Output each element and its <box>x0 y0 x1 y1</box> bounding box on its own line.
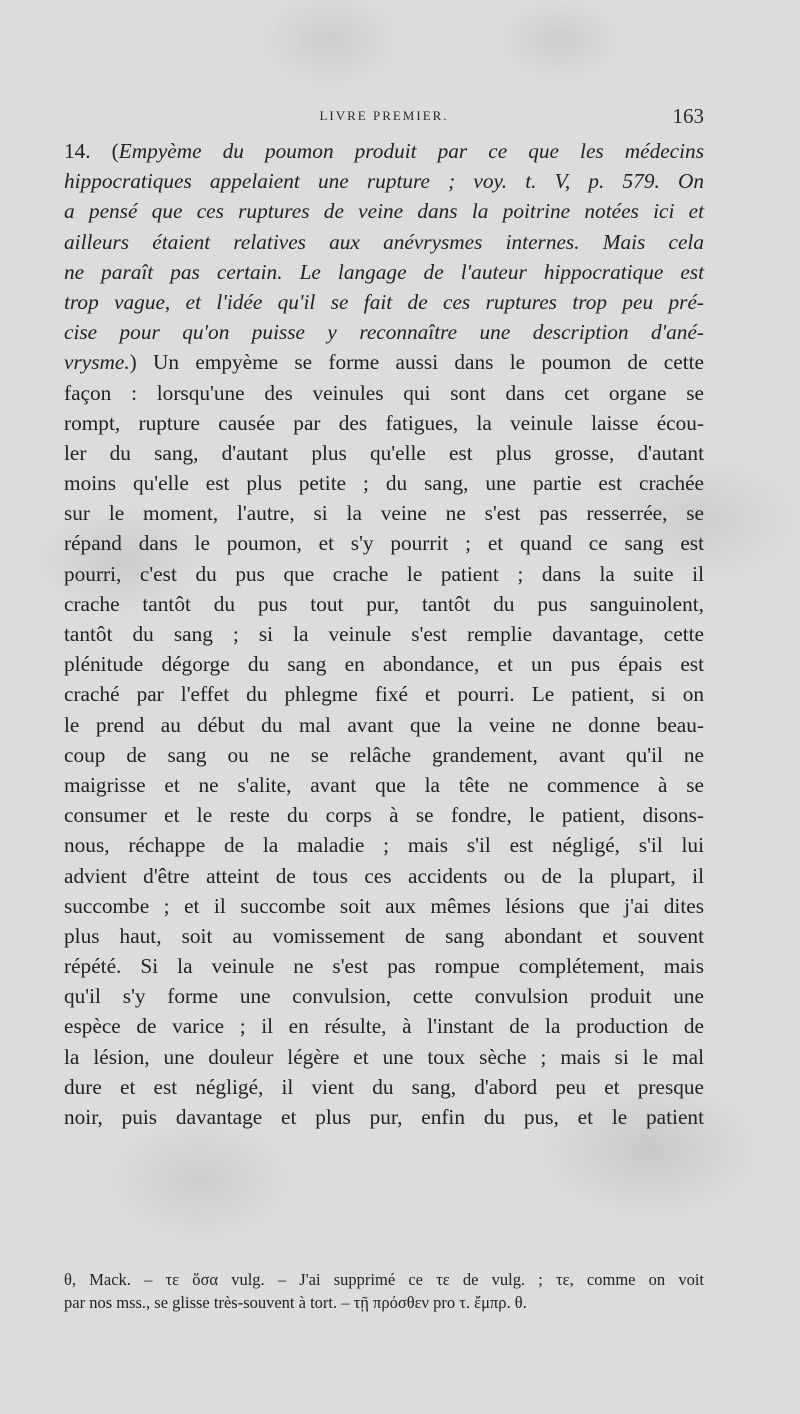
italic-segment: Empyème du poumon produit par ce que les médecins <box>118 139 704 163</box>
text-line <box>64 257 704 287</box>
text-segment: qu'il s'y forme une convulsion, cette convulsion produit une <box>64 984 704 1009</box>
text-line <box>64 1042 704 1072</box>
footnote-line: par nos mss., se glisse très-souvent à tort. – τῇ πρόσθεν pro τ. ἔμπρ. θ. <box>64 1293 527 1312</box>
text-line <box>64 347 704 377</box>
text-line <box>64 378 704 408</box>
text-line <box>64 287 704 317</box>
text-segment: rompt, rupture causée par des fatigues, la veinule laisse écou- <box>64 410 704 435</box>
text-line <box>64 1072 704 1102</box>
text-line <box>64 1102 704 1132</box>
text-line <box>64 951 704 981</box>
text-segment: plénitude dégorge du sang en abondance, et un pus épais est <box>64 652 704 677</box>
text-line <box>64 861 704 891</box>
text-line <box>64 619 704 649</box>
text-segment: la lésion, une douleur légère et une toux sèche ; mais si le mal <box>64 1044 704 1069</box>
text-segment: craché par l'effet du phlegme fixé et pourri. Le patient, si on <box>64 682 704 707</box>
text-segment: répand dans le poumon, et s'y pourrit ; et quand ce sang est <box>64 531 704 556</box>
italic-segment: hippocratiques appelaient une rupture ; voy. t. V, p. 579. On <box>64 169 704 194</box>
text-line <box>64 136 704 166</box>
text-line <box>64 196 704 226</box>
italic-segment: cise pour qu'on puisse y reconnaître une description d'ané- <box>64 320 704 345</box>
running-title: LIVRE PREMIER. <box>319 108 449 123</box>
text-line <box>64 770 704 800</box>
text-line <box>64 528 704 558</box>
text-line <box>64 830 704 860</box>
text-segment: sur le moment, l'autre, si la veine ne s'est pas resserrée, se <box>64 501 704 526</box>
text-line <box>64 740 704 770</box>
italic-segment: a pensé que ces ruptures de veine dans la poitrine notées ici et <box>64 199 704 224</box>
text-segment: crache tantôt du pus tout pur, tantôt du pus sanguinolent, <box>64 591 704 616</box>
text-line <box>64 438 704 468</box>
text-segment: succombe ; et il succombe soit aux mêmes lésions que j'ai dites <box>64 893 704 918</box>
text-segment: moins qu'elle est plus petite ; du sang, une partie est crachée <box>64 471 704 496</box>
text-line <box>64 559 704 589</box>
body-text <box>64 136 704 1132</box>
text-segment: dure et est négligé, il vient du sang, d'abord peu et presque <box>64 1074 704 1099</box>
text-segment: façon : lorsqu'une des veinules qui sont dans cet organe se <box>64 380 704 405</box>
text-segment: maigrisse et ne s'alite, avant que la tête ne commence à se <box>64 772 704 797</box>
text-line <box>64 921 704 951</box>
text-segment: espèce de varice ; il en résulte, à l'instant de la production de <box>64 1014 704 1039</box>
text-line <box>64 649 704 679</box>
text-line <box>64 498 704 528</box>
text-line <box>64 981 704 1011</box>
text-segment: ) Un empyème se forme aussi dans le poumon de cette <box>129 350 704 375</box>
text-segment: noir, puis davantage et plus pur, enfin du pus, et le patient <box>64 1105 704 1129</box>
text-line <box>64 800 704 830</box>
text-line <box>64 408 704 438</box>
text-segment: coup de sang ou ne se relâche grandement, avant qu'il ne <box>64 742 704 767</box>
text-segment: pourri, c'est du pus que crache le patient ; dans la suite il <box>64 561 704 586</box>
text-line <box>64 166 704 196</box>
text-segment: plus haut, soit au vomissement de sang abondant et souvent <box>64 923 704 948</box>
footnote-line: θ, Mack. – τε ὅσα vulg. – J'ai supprimé ce τε de vulg. ; τε, comme on voit <box>64 1270 704 1289</box>
italic-segment: ailleurs étaient relatives aux anévrysmes internes. Mais cela <box>64 229 704 254</box>
italic-segment: ne paraît pas certain. Le langage de l'auteur hippocratique est <box>64 259 704 284</box>
text-line <box>64 468 704 498</box>
italic-segment: trop vague, et l'idée qu'il se fait de ces ruptures trop peu pré- <box>64 289 704 314</box>
text-line <box>64 679 704 709</box>
text-line <box>64 1011 704 1041</box>
text-line <box>64 589 704 619</box>
text-segment: ler du sang, d'autant plus qu'elle est plus grosse, d'autant <box>64 440 704 465</box>
text-segment: 14. ( <box>64 139 119 163</box>
text-segment: consumer et le reste du corps à se fondre, le patient, disons- <box>64 803 704 828</box>
text-line <box>64 227 704 257</box>
italic-segment: vrysme. <box>64 350 130 375</box>
text-segment: nous, réchappe de la maladie ; mais s'il est négligé, s'il lui <box>64 833 704 858</box>
page-number: 163 <box>672 104 704 128</box>
text-segment: advient d'être atteint de tous ces accidents ou de la plupart, il <box>64 863 704 888</box>
text-line <box>64 710 704 740</box>
text-segment: répété. Si la veinule ne s'est pas rompue complétement, mais <box>64 954 704 979</box>
text-line <box>64 891 704 921</box>
text-segment: le prend au début du mal avant que la veine ne donne beau- <box>64 712 704 737</box>
running-head <box>64 104 704 134</box>
text-line <box>64 317 704 347</box>
footnote <box>64 1268 704 1314</box>
text-segment: tantôt du sang ; si la veinule s'est remplie davantage, cette <box>64 622 704 646</box>
